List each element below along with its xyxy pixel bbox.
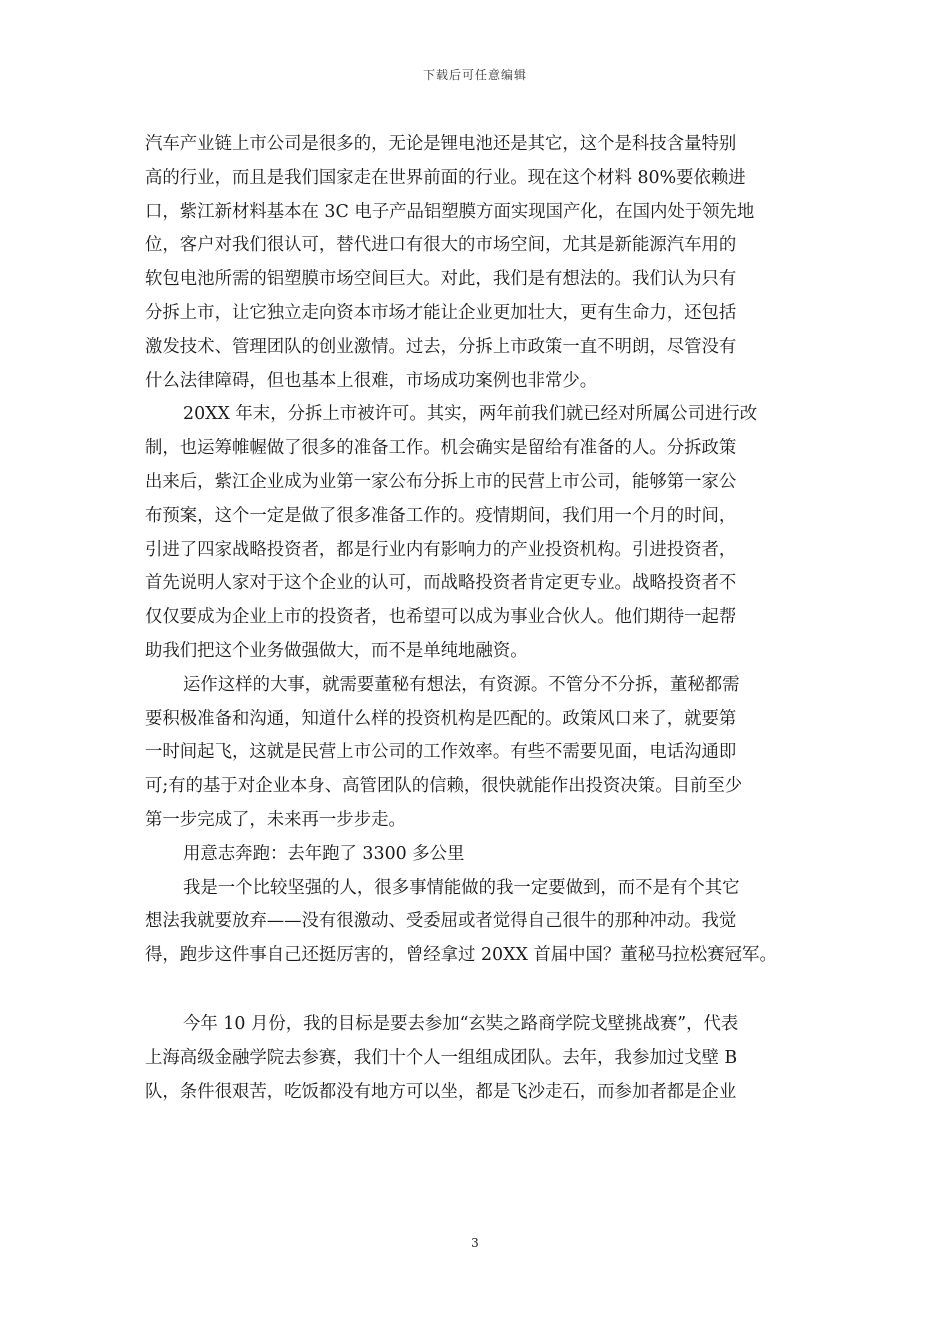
text-line: 仅仅要成为企业上市的投资者，也希望可以成为事业合伙人。他们期待一起帮 xyxy=(145,607,737,628)
text-line: 第一步完成了，未来再一步步走。 xyxy=(145,809,406,830)
text-line: 口，紫江新材料基本在 3C 电子产品铝塑膜方面实现国产化，在国内处于领先地 xyxy=(145,201,755,222)
text-line: 首先说明人家对于这个企业的认可，而战略投资者肯定更专业。战略投资者不 xyxy=(145,573,737,594)
page-header: 下载后可任意编辑 xyxy=(422,68,527,82)
text-line: 汽车产业链上市公司是很多的，无论是锂电池还是其它，这个是科技含量特别 xyxy=(145,134,737,154)
text-line: 什么法律障碍，但也基本上很难，市场成功案例也非常少。 xyxy=(145,370,598,391)
text-line: 得，跑步这件事自己还挺厉害的，曾经拿过 20XX 首届中国？董秘马拉松赛冠军。 xyxy=(145,945,777,966)
text-line: 布预案，这个一定是做了很多准备工作的。疫情期间，我们用一个月的时间， xyxy=(145,505,737,526)
paragraph-gap xyxy=(145,973,809,1008)
text-line: 高的行业，而且是我们国家走在世界前面的行业。现在这个材料 80%要依赖进 xyxy=(145,167,746,188)
text-line: 可;有的基于对企业本身、高管团队的信赖，很快就能作出投资决策。目前至少 xyxy=(145,776,743,797)
text-line: 今年 10 月份，我的目标是要去参加“玄奘之路商学院戈壁挑战赛”，代表 xyxy=(183,1013,739,1034)
text-line: 一时间起飞，这就是民营上市公司的工作效率。有些不需要见面，电话沟通即 xyxy=(145,742,737,763)
text-line: 位，客户对我们很认可，替代进口有很大的市场空间，尤其是新能源汽车用的 xyxy=(145,235,737,256)
text-line: 运作这样的大事，就需要董秘有想法，有资源。不管分不分拆，董秘都需 xyxy=(183,674,740,695)
text-line: 要积极准备和沟通，知道什么样的投资机构是匹配的。政策风口来了，就要第 xyxy=(145,708,737,729)
text-line: 助我们把这个业务做强做大，而不是单纯地融资。 xyxy=(145,640,528,661)
text-line: 激发技术、管理团队的创业激情。过去，分拆上市政策一直不明朗，尽管没有 xyxy=(145,336,737,357)
text-line: 想法我就要放弃——没有很激动、受委屈或者觉得自己很牛的那种冲动。我觉 xyxy=(145,911,737,932)
text-line: 软包电池所需的铝塑膜市场空间巨大。对此，我们是有想法的。我们认为只有 xyxy=(145,269,737,290)
text-line: 我是一个比较坚强的人，很多事情能做的我一定要做到，而不是有个其它 xyxy=(183,877,740,898)
page-number: 3 xyxy=(471,1236,479,1250)
text-line: 出来后，紫江企业成为业第一家公布分拆上市的民营上市公司，能够第一家公 xyxy=(145,471,737,492)
text-line: 制，也运筹帷幄做了很多的准备工作。机会确实是留给有准备的人。分拆政策 xyxy=(145,438,737,459)
document-body xyxy=(145,128,809,1109)
text-line: 上海高级金融学院去参赛，我们十个人一组组成团队。去年，我参加过戈壁 B xyxy=(145,1047,738,1068)
text-line: 分拆上市，让它独立走向资本市场才能让企业更加壮大，更有生命力，还包括 xyxy=(145,302,737,323)
text-line: 队，条件很艰苦，吃饭都没有地方可以坐，都是飞沙走石，而参加者都是企业 xyxy=(145,1081,737,1102)
text-line: 20XX 年末，分拆上市被许可。其实，两年前我们就已经对所属公司进行改 xyxy=(183,404,758,425)
text-line: 用意志奔跑：去年跑了 3300 多公里 xyxy=(183,843,465,864)
text-line: 引进了四家战略投资者，都是行业内有影响力的产业投资机构。引进投资者， xyxy=(145,539,737,560)
